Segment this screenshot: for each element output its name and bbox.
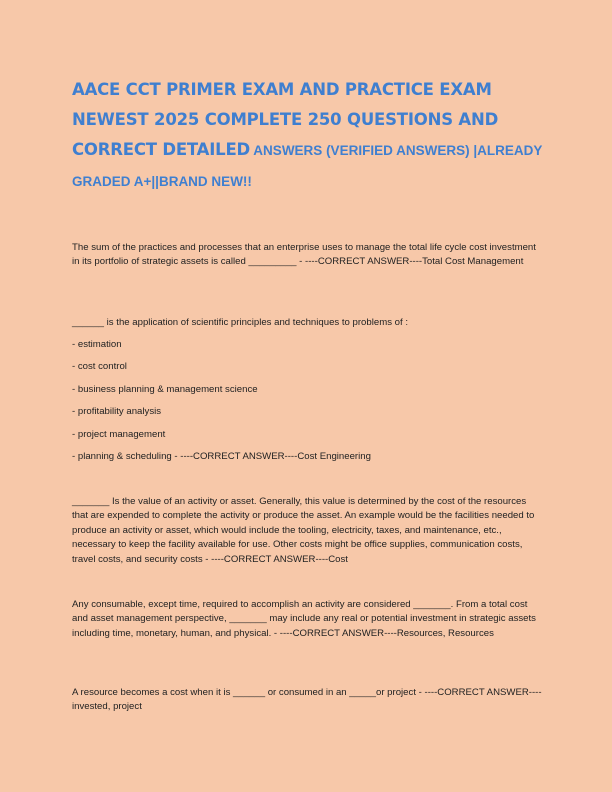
question-2-intro: ______ is the application of scientific principles and techniques to problems of :	[72, 317, 408, 328]
list-item: - cost control	[72, 361, 127, 372]
question-1: The sum of the practices and processes that an enterprise uses to manage the total life cycle cost investment in its portfolio of strategic assets is called _________ - ----CORRECT ANSWER----Total Cost Management	[72, 242, 536, 268]
question-5: A resource becomes a cost when it is ______ or consumed in an _____or project - ----CORRECT ANSWER----invested, project	[72, 687, 542, 713]
title-heavy-part: AACE CCT PRIMER EXAM AND PRACTICE EXAM NEWEST 2025 COMPLETE 250 QUESTIONS AND CORRECT DETAILED	[72, 80, 499, 159]
list-item: - planning & scheduling - ----CORRECT ANSWER----Cost Engineering	[72, 451, 371, 462]
question-4: Any consumable, except time, required to accomplish an activity are considered _______. From a total cost and asset management perspective, _______ may include any real or potential investment in strategic assets including time, monetary, human, and physical. - ----CORRECT ANSWER----Resources, Resources	[72, 599, 536, 639]
list-item: - business planning & management science	[72, 384, 258, 395]
question-3: _______ Is the value of an activity or asset. Generally, this value is determined by the cost of the resources that are expended to complete the activity or produce the asset. An example would be the facilities needed to produce an activity or asset, which would include the tooling, electricity, taxes, and maintenance, etc., necessary to keep the facility available for use. Other costs might be office supplies, communication costs, travel costs, and security costs - ----CORRECT ANSWER----Cost	[72, 496, 535, 565]
list-item: - estimation	[72, 339, 122, 350]
list-item: - profitability analysis	[72, 406, 162, 417]
list-item: - project management	[72, 429, 166, 440]
document-title	[72, 72, 548, 194]
title-light-part: ANSWERS (VERIFIED ANSWERS) |ALREADY GRADED A+||BRAND NEW!!	[72, 143, 543, 189]
